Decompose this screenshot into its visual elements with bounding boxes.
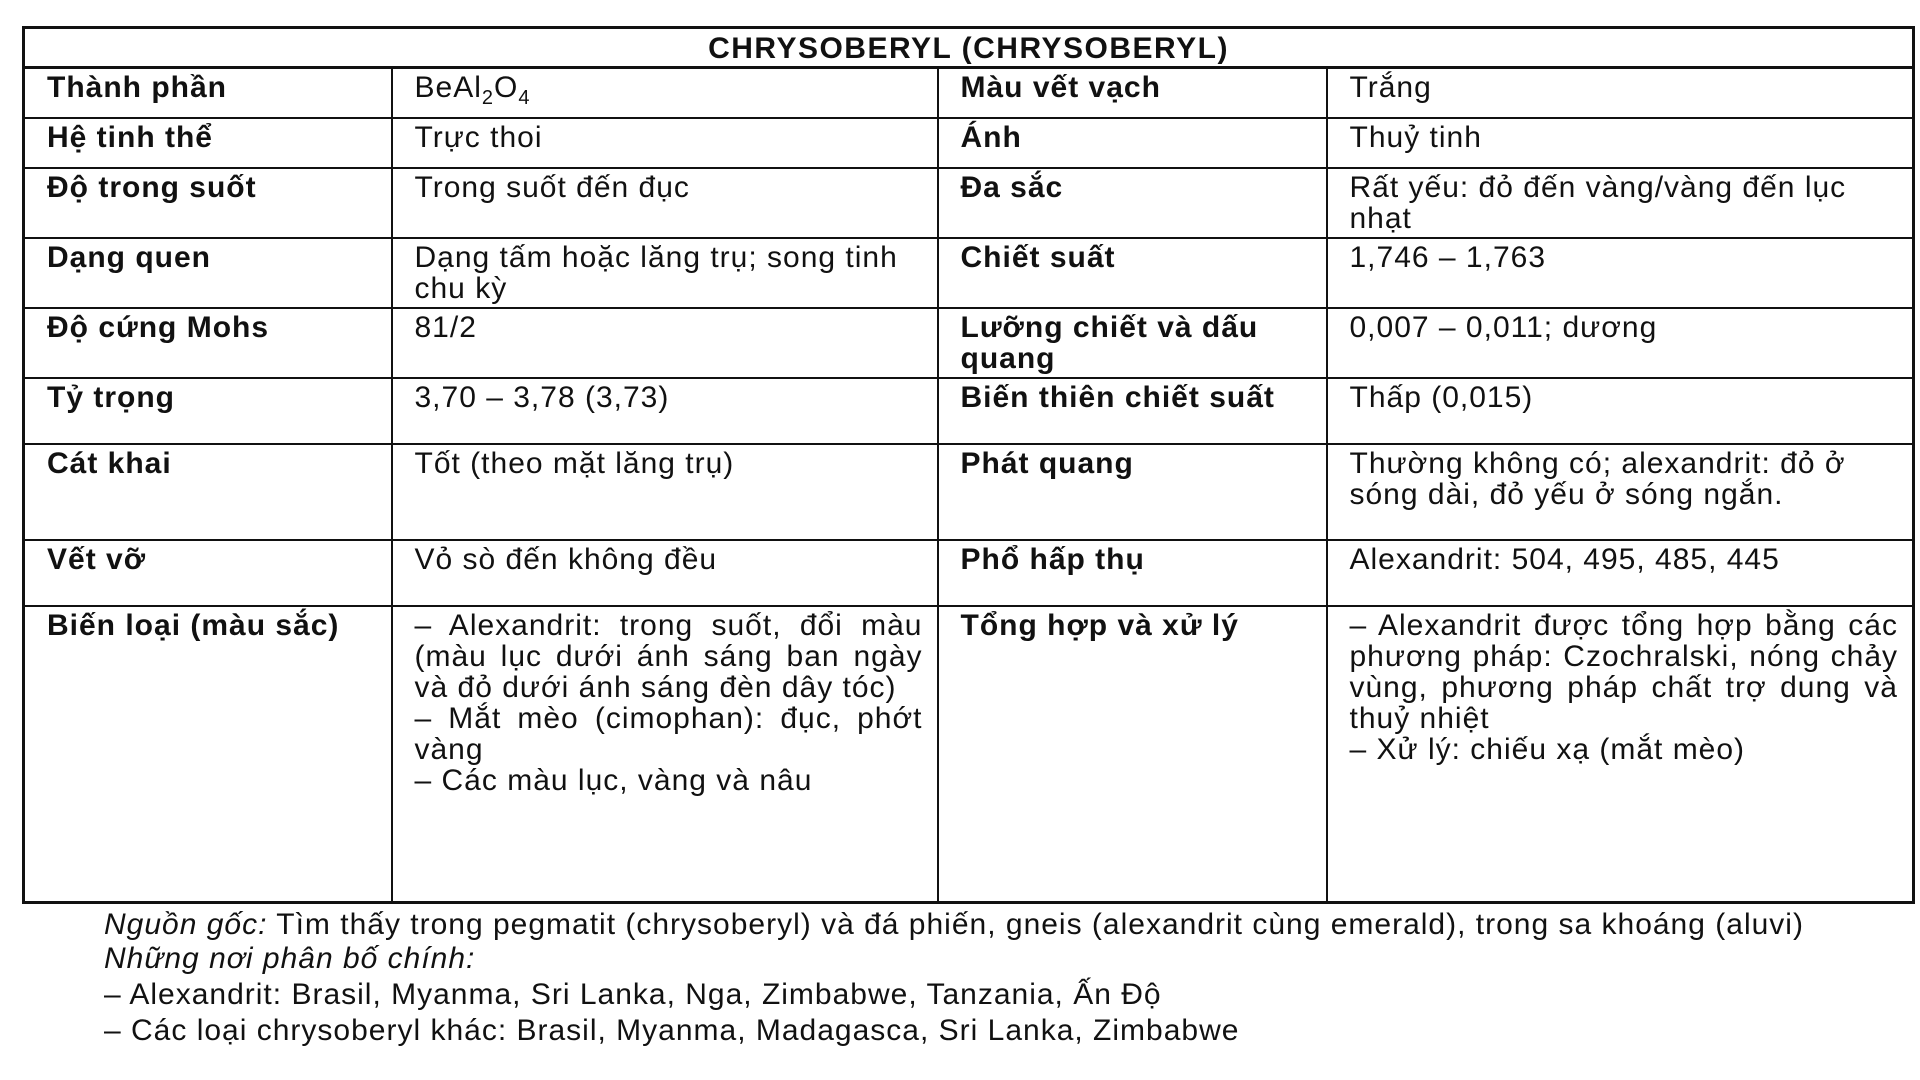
origin-text: Tìm thấy trong pegmatit (chrysoberyl) và đá phiến, gneis (alexandrit cùng emerald), trong sa khoáng (aluvi)	[276, 907, 1804, 941]
property-value-list	[1327, 606, 1914, 902]
distribution-heading	[104, 942, 1912, 976]
origin-label: Nguồn gốc:	[104, 907, 268, 941]
list-item: – Các màu lục, vàng và nâu	[414, 764, 813, 797]
property-value: Vỏ sò đến không đều	[392, 540, 938, 606]
list-item: – Alexandrit được tổng hợp bằng các phương pháp: Czochralski, nóng chảy vùng, phương pháp chất trợ dung và thuỷ nhiệt	[1349, 609, 1898, 735]
distribution-label: Những nơi phân bố chính:	[104, 941, 476, 975]
list-item: – Xử lý: chiếu xạ (mắt mèo)	[1349, 733, 1746, 766]
table-row	[24, 118, 1914, 168]
table-title: CHRYSOBERYL (CHRYSOBERYL)	[24, 28, 1914, 68]
properties-table	[22, 26, 1915, 904]
property-value: Thấp (0,015)	[1327, 378, 1914, 444]
table-title-row	[24, 28, 1914, 68]
list-item: – Các loại chrysoberyl khác: Brasil, Myanma, Madagasca, Sri Lanka, Zimbabwe	[104, 1013, 1240, 1047]
property-label: Thành phần	[24, 68, 392, 119]
property-value: 81/2	[392, 308, 938, 378]
origin-note	[104, 908, 1912, 942]
property-label: Vết vỡ	[24, 540, 392, 606]
table-row	[24, 168, 1914, 238]
property-label: Màu vết vạch	[938, 68, 1327, 119]
list-item: – Mắt mèo (cimophan): đục, phớt vàng	[414, 702, 923, 766]
property-label: Hệ tinh thể	[24, 118, 392, 168]
property-value: Trắng	[1327, 68, 1914, 119]
property-value: 3,70 – 3,78 (3,73)	[392, 378, 938, 444]
footer-notes	[22, 908, 1912, 1048]
table-row	[24, 606, 1914, 902]
property-label: Cát khai	[24, 444, 392, 540]
property-label: Tỷ trọng	[24, 378, 392, 444]
table-row	[24, 238, 1914, 308]
property-value: Tốt (theo mặt lăng trụ)	[392, 444, 938, 540]
table-row	[24, 444, 1914, 540]
property-value: 0,007 – 0,011; dương	[1327, 308, 1914, 378]
table-row	[24, 68, 1914, 119]
table-row	[24, 378, 1914, 444]
property-label: Tổng hợp và xử lý	[938, 606, 1327, 902]
property-label: Lưỡng chiết và dấu quang	[938, 308, 1327, 378]
property-label: Ánh	[938, 118, 1327, 168]
property-label: Chiết suất	[938, 238, 1327, 308]
property-value: Rất yếu: đỏ đến vàng/vàng đến lục nhạt	[1327, 168, 1914, 238]
property-label: Dạng quen	[24, 238, 392, 308]
property-value-formula	[392, 68, 938, 119]
gem-data-sheet	[22, 26, 1912, 1048]
property-value: Thường không có; alexandrit: đỏ ở sóng dài, đỏ yếu ở sóng ngắn.	[1327, 444, 1914, 540]
table-row	[24, 540, 1914, 606]
property-value: Trực thoi	[392, 118, 938, 168]
property-value: Dạng tấm hoặc lăng trụ; song tinh chu kỳ	[392, 238, 938, 308]
property-value: Thuỷ tinh	[1327, 118, 1914, 168]
property-label: Độ trong suốt	[24, 168, 392, 238]
property-label: Phát quang	[938, 444, 1327, 540]
property-label: Biến loại (màu sắc)	[24, 606, 392, 902]
property-label: Đa sắc	[938, 168, 1327, 238]
property-value: Trong suốt đến đục	[392, 168, 938, 238]
property-label: Độ cứng Mohs	[24, 308, 392, 378]
property-value: Alexandrit: 504, 495, 485, 445	[1327, 540, 1914, 606]
table-row	[24, 308, 1914, 378]
list-item: – Alexandrit: trong suốt, đổi màu (màu lục dưới ánh sáng ban ngày và đỏ dưới ánh sáng đèn dây tóc)	[414, 609, 923, 704]
formula-text: $BeAl_2O_4$	[414, 71, 531, 109]
list-item: – Alexandrit: Brasil, Myanma, Sri Lanka, Nga, Zimbabwe, Tanzania, Ấn Độ	[104, 977, 1162, 1011]
property-value-list	[392, 606, 938, 902]
property-label: Biến thiên chiết suất	[938, 378, 1327, 444]
property-label: Phổ hấp thụ	[938, 540, 1327, 606]
property-value: 1,746 – 1,763	[1327, 238, 1914, 308]
